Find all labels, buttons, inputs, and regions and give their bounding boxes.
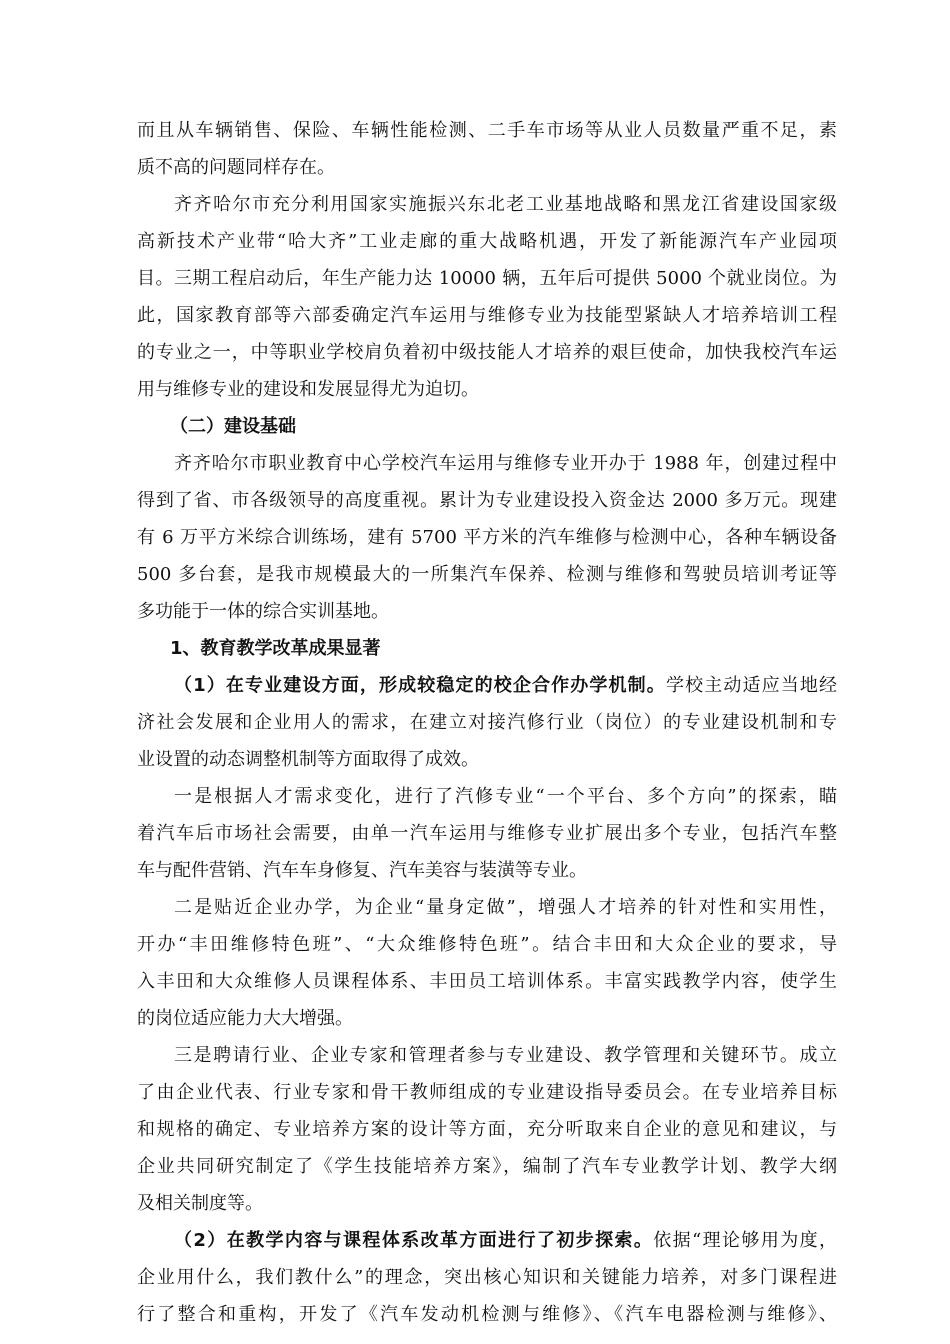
text-line: 质不高的问题同样存在。 (137, 157, 335, 178)
text-line: 业设置的动态调整机制等方面取得了成效。 (137, 749, 479, 770)
text-line: 二是贴近企业办学，为企业“量身定做”，增强人才培养的针对性和实用性， (174, 897, 837, 918)
text-run: 依据“理论够用为度， (653, 1230, 837, 1251)
text-line: 目。三期工程启动后，年生产能力达 10000 辆，五年后可提供 5000 个就业岗位。为 (137, 268, 837, 289)
text-line: 一是根据人才需求变化，进行了汽修专业“一个平台、多个方向”的探索，瞄 (174, 786, 837, 807)
text-line: 的专业之一，中等职业学校肩负着初中级技能人才培养的艰巨使命，加快我校汽车运 (137, 342, 837, 363)
text-line: 开办“丰田维修特色班”、“大众维修特色班”。结合丰田和大众企业的要求，导 (137, 934, 837, 955)
text-line: 有 6 万平方米综合训练场，建有 5700 平方米的汽车维修与检测中心，各种车辆设备 (137, 527, 837, 548)
text-line: 行了整合和重构，开发了《汽车发动机检测与维修》、《汽车电器检测与维修》、 (137, 1304, 837, 1325)
text-line: 齐齐哈尔市充分利用国家实施振兴东北老工业基地战略和黑龙江省建设国家级 (174, 194, 837, 215)
bold-lead: （1）在专业建设方面，形成较稳定的校企合作办学机制。 (174, 675, 666, 696)
text-run: 学校主动适应当地经 (665, 675, 837, 696)
text-line: 企业共同研究制定了《学生技能培养方案》，编制了汽车专业教学计划、教学大纲 (137, 1156, 837, 1177)
text-line: 用与维修专业的建设和发展显得尤为迫切。 (137, 379, 479, 400)
text-line: 齐齐哈尔市职业教育中心学校汽车运用与维修专业开办于 1988 年，创建过程中 (174, 453, 837, 474)
text-line (174, 1222, 837, 1260)
text-line: 和规格的确定、专业培养方案的设计等方面，充分听取来自企业的意见和建议，与 (137, 1119, 837, 1140)
section-heading: （二）建设基础 (170, 416, 296, 437)
text-line: 三是聘请行业、企业专家和管理者参与专业建设、教学管理和关键环节。成立 (174, 1045, 837, 1066)
text-line: 及相关制度等。 (137, 1193, 263, 1214)
bold-lead: （2）在教学内容与课程体系改革方面进行了初步探索。 (174, 1230, 654, 1251)
subsection-heading: 1、教育教学改革成果显著 (170, 638, 381, 659)
text-line: 此，国家教育部等六部委确定汽车运用与维修专业为技能型紧缺人才培养培训工程 (137, 305, 837, 326)
text-line: 企业用什么，我们教什么”的理念，突出核心知识和关键能力培养，对多门课程进 (137, 1267, 837, 1288)
text-line: 500 多台套，是我市规模最大的一所集汽车保养、检测与维修和驾驶员培训考证等 (137, 564, 837, 585)
text-line: 得到了省、市各级领导的高度重视。累计为专业建设投入资金达 2000 多万元。现建 (137, 490, 837, 511)
text-line: 济社会发展和企业用人的需求，在建立对接汽修行业（岗位）的专业建设机制和专 (137, 712, 837, 733)
text-line: 着汽车后市场社会需要，由单一汽车运用与维修专业扩展出多个专业，包括汽车整 (137, 823, 837, 844)
text-line: 车与配件营销、汽车车身修复、汽车美容与装潢等专业。 (137, 860, 587, 881)
text-line: 高新技术产业带“哈大齐”工业走廊的重大战略机遇，开发了新能源汽车产业园项 (137, 231, 837, 252)
text-line: 了由企业代表、行业专家和骨干教师组成的专业建设指导委员会。在专业培养目标 (137, 1082, 837, 1103)
text-line: 入丰田和大众维修人员课程体系、丰田员工培训体系。丰富实践教学内容，使学生 (137, 971, 837, 992)
text-line (174, 667, 837, 705)
text-line: 的岗位适应能力大大增强。 (137, 1008, 353, 1029)
text-line: 多功能于一体的综合实训基地。 (137, 601, 389, 622)
text-line: 而且从车辆销售、保险、车辆性能检测、二手车市场等从业人员数量严重不足，素 (137, 120, 837, 141)
